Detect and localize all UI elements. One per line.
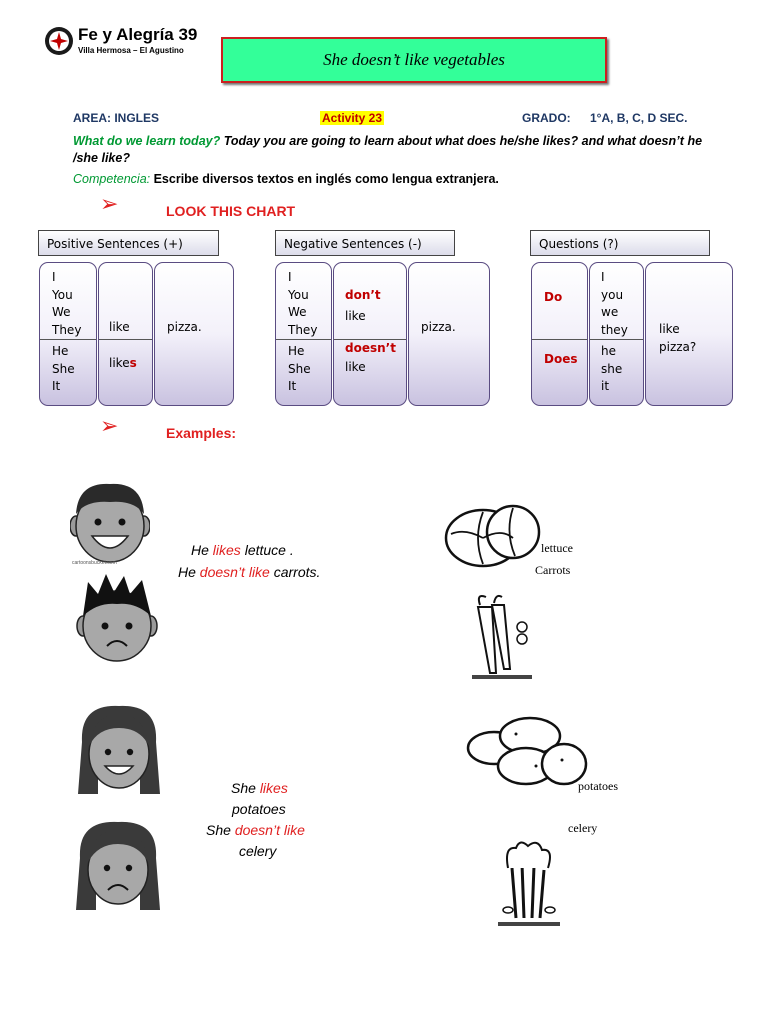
example-verb: likes (259, 780, 288, 796)
divider (532, 339, 587, 340)
arrow-bullet-icon: ➢ (100, 414, 119, 439)
competencia-text: Escribe diversos textos en inglés como lengua extranjera. (150, 172, 499, 186)
negative-header: Negative Sentences (-) (275, 230, 455, 256)
learning-question: What do we learn today? (73, 134, 221, 148)
negative-pronouns-bottom: He She It (288, 344, 311, 393)
competencia (73, 171, 713, 188)
carrots-icon (466, 593, 536, 685)
sad-girl-icon (72, 818, 164, 914)
image-credit: cartoonsbucket.com (72, 560, 117, 566)
positive-pronoun-cell (39, 262, 97, 406)
positive-pronouns-bottom: He She It (52, 344, 75, 393)
example-subject: He (191, 542, 213, 558)
page-title: She doesn’t like vegetables (323, 50, 505, 69)
learning-goal (73, 133, 713, 167)
questions-object: like pizza? (659, 322, 697, 354)
happy-girl-icon (74, 702, 164, 798)
example-verb: likes (212, 542, 241, 558)
example-object: lettuce . (240, 542, 294, 558)
label-potatoes: potatoes (578, 779, 618, 793)
negative-aux-top: don’t (345, 288, 381, 302)
divider (40, 339, 96, 340)
school-crest-icon (44, 24, 74, 58)
questions-header: Questions (?) (530, 230, 710, 256)
example-subject: He (178, 564, 200, 580)
positive-header: Positive Sentences (+) (38, 230, 219, 256)
school-logo (44, 24, 198, 62)
negative-pronouns-top: I You We They (288, 270, 318, 337)
grado-label: GRADO: (522, 111, 571, 125)
negative-verb-bottom: like (345, 360, 366, 374)
positive-verb-stem: like (109, 356, 130, 370)
negative-object: pizza. (421, 320, 456, 334)
questions-pronoun-cell (589, 262, 644, 406)
positive-object: pizza. (167, 320, 202, 334)
example-subject: She (206, 822, 235, 838)
divider (99, 339, 152, 340)
questions-panel (530, 230, 740, 408)
negative-verb-top: like (345, 309, 366, 323)
divider (590, 339, 643, 340)
sad-boy-icon (76, 572, 158, 664)
negative-aux-bottom: doesn’t (345, 341, 396, 355)
label-lettuce: lettuce (541, 541, 573, 555)
example-verb: doesn’t like (199, 564, 270, 580)
competencia-label: Competencia: (73, 172, 151, 186)
potatoes-icon (466, 712, 590, 790)
negative-pronoun-cell (275, 262, 332, 406)
lettuce-icon (443, 498, 543, 570)
example-she-dislikes (206, 822, 305, 838)
area-label: AREA: INGLES (73, 111, 160, 125)
example-verb: doesn’t like (234, 822, 305, 838)
positive-object-cell (154, 262, 234, 406)
grado-value: 1°A, B, C, D SEC. (590, 111, 688, 125)
questions-pronouns-bottom: he she it (601, 344, 623, 393)
chart-heading: LOOK THIS CHART (166, 203, 296, 219)
questions-aux-bottom: Does (544, 352, 578, 366)
example-she-likes (231, 780, 288, 796)
examples-heading: Examples: (166, 425, 237, 441)
questions-aux-top: Do (544, 290, 563, 304)
negative-sentences-panel (275, 230, 493, 408)
example-she-likes-object: potatoes (232, 801, 286, 817)
example-he-likes (191, 542, 294, 558)
learning-answer: Today you are going to learn about what does he/she likes? and what doesn’t he /she like? (73, 134, 703, 165)
logo-subtitle: Villa Hermosa – El Agustino (78, 46, 184, 55)
arrow-bullet-icon: ➢ (100, 192, 119, 217)
example-object: carrots. (269, 564, 321, 580)
example-he-dislikes (178, 564, 320, 580)
questions-aux-cell (531, 262, 588, 406)
positive-verb-top: like (109, 320, 130, 334)
positive-sentences-panel (38, 230, 238, 408)
questions-pronouns-top: I you we they (601, 270, 628, 337)
activity-label: Activity 23 (322, 111, 383, 125)
negative-verb-cell (333, 262, 407, 406)
positive-verb-cell (98, 262, 153, 406)
positive-pronouns-top: I You We They (52, 270, 82, 337)
example-she-dislikes-object: celery (239, 843, 277, 859)
positive-verb-s-ending: s (129, 356, 137, 370)
label-carrots: Carrots (535, 563, 571, 577)
label-celery: celery (568, 821, 598, 835)
divider (276, 339, 331, 340)
happy-boy-icon (70, 478, 150, 568)
activity-badge (320, 111, 384, 125)
logo-title: Fe y Alegría 39 (78, 25, 198, 44)
example-subject: She (231, 780, 260, 796)
negative-object-cell (408, 262, 490, 406)
title-banner (221, 37, 607, 83)
positive-verb-bottom (109, 355, 137, 373)
celery-icon (494, 838, 564, 928)
questions-object-cell (645, 262, 733, 406)
